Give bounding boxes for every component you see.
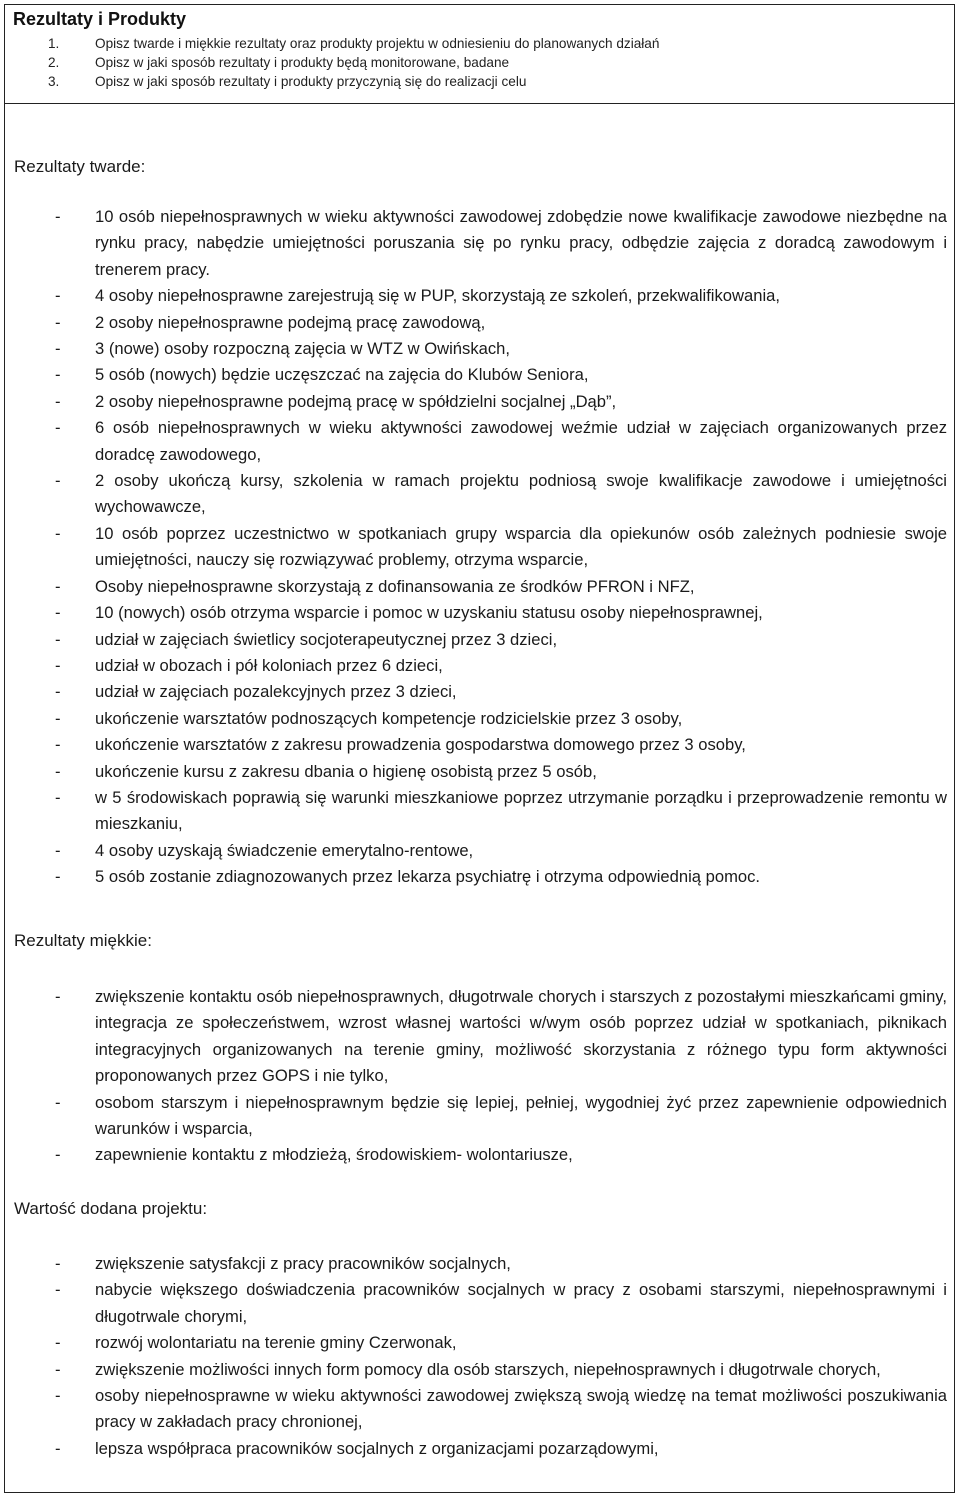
list-item <box>55 204 947 283</box>
soft-results-list <box>55 984 947 1169</box>
list-item-text: 3 (nowe) osoby rozpoczną zajęcia w WTZ w Owińskach, <box>95 339 510 359</box>
list-item-text: 5 osób zostanie zdiagnozowanych przez lekarza psychiatrę i otrzyma odpowiednią pomoc. <box>95 867 761 887</box>
list-item-text: 10 osób niepełnosprawnych w wieku aktywności zawodowej zdobędzie nowe kwalifikacje zawodowe niezbędne na rynku pracy, nabędzie umiejętności poruszania się po rynku pracy, odbędzie zajęcia z doradcą zawodowym i trenerem pracy. <box>95 207 947 279</box>
list-dash: - <box>55 1359 61 1379</box>
list-item <box>55 732 947 758</box>
list-dash: - <box>55 735 61 755</box>
list-item-text: ukończenie warsztatów z zakresu prowadzenia gospodarstwa domowego przez 3 osoby, <box>95 735 746 755</box>
hard-results-list <box>55 204 947 891</box>
list-dash: - <box>55 603 61 623</box>
list-item <box>55 310 947 336</box>
list-item <box>55 468 947 521</box>
list-item <box>55 1277 947 1330</box>
list-item <box>55 759 947 785</box>
list-item-text: osobom starszym i niepełnosprawnym będzie się lepiej, pełniej, wygodniej żyć przez zapewnienie odpowiednich warunków i wsparcia, <box>95 1092 947 1139</box>
list-item-text: 10 osób poprzez uczestnictwo w spotkaniach grupy wsparcia dla opiekunów osób zależnych podniesie swoje umiejętności, nauczy się rozwiązywać problemy, otrzyma wsparcie, <box>95 523 947 570</box>
list-item-text: ukończenie warsztatów podnoszących kompetencje rodzicielskie przez 3 osoby, <box>95 708 683 728</box>
list-item <box>55 389 947 415</box>
list-item-text: udział w obozach i pół koloniach przez 6 dzieci, <box>95 655 443 675</box>
list-item-text: nabycie większego doświadczenia pracowników socjalnych w pracy z osobami starszymi, niepełnosprawnymi i długotrwale chorymi, <box>95 1280 947 1326</box>
list-item <box>55 627 947 653</box>
list-dash: - <box>55 1386 61 1406</box>
list-item-text: 5 osób (nowych) będzie uczęszczać na zajęcia do Klubów Seniora, <box>95 365 589 385</box>
list-item-text: 4 osoby niepełnosprawne zarejestrują się w PUP, skorzystają ze szkoleń, przekwalifikowania, <box>95 286 780 306</box>
list-dash: - <box>55 987 61 1006</box>
list-dash: - <box>55 471 61 491</box>
list-item-text: w 5 środowiskach poprawią się warunki mieszkaniowe poprzez utrzymanie porządku i przeprowadzenie remontu w mieszkaniu, <box>95 787 947 834</box>
list-dash: - <box>55 523 61 543</box>
list-item <box>55 1357 947 1383</box>
soft-results-title: Rezultaty miękkie: <box>14 931 152 950</box>
list-dash: - <box>55 1333 61 1353</box>
list-item <box>55 415 947 468</box>
list-item <box>55 785 947 838</box>
list-dash: - <box>55 286 61 306</box>
list-dash: - <box>55 576 61 596</box>
list-item <box>55 1383 947 1436</box>
instruction-list <box>48 34 659 91</box>
list-item-text: 10 (nowych) osób otrzyma wsparcie i pomoc w uzyskaniu statusu osoby niepełnosprawnej, <box>95 603 763 623</box>
list-dash: - <box>55 840 61 860</box>
list-item-text: osoby niepełnosprawne w wieku aktywności zawodowej zwiększą swoją wiedzę na temat możliwości poszukiwania pracy w zakładach pracy chronionej, <box>95 1386 947 1432</box>
list-item-text: ukończenie kursu z zakresu dbania o higienę osobistą przez 5 osób, <box>95 761 597 781</box>
list-dash: - <box>55 1092 61 1112</box>
list-dash: - <box>55 207 61 226</box>
list-item-text: udział w zajęciach pozalekcyjnych przez 3 dzieci, <box>95 682 457 702</box>
list-item <box>55 653 947 679</box>
list-item-text: 4 osoby uzyskają świadczenie emerytalno-rentowe, <box>95 840 474 860</box>
list-dash: - <box>55 1145 61 1165</box>
list-dash: - <box>55 312 61 332</box>
list-dash: - <box>55 1438 61 1458</box>
list-item <box>55 283 947 309</box>
list-dash: - <box>55 708 61 728</box>
list-item <box>55 838 947 864</box>
list-dash: - <box>55 1280 61 1300</box>
instruction-item: 1. Opisz twarde i miękkie rezultaty oraz produkty projektu w odniesieniu do planowanych działań <box>48 36 660 51</box>
list-item <box>55 1436 947 1462</box>
list-dash: - <box>55 787 61 807</box>
list-item-text: 2 osoby ukończą kursy, szkolenia w ramach projektu podniosą swoje kwalifikacje zawodowe i umiejętności wychowawcze, <box>95 471 947 517</box>
list-item <box>55 362 947 388</box>
list-dash: - <box>55 418 61 438</box>
list-dash: - <box>55 867 61 887</box>
list-item <box>55 679 947 705</box>
list-item <box>55 1142 947 1168</box>
list-item <box>55 864 947 890</box>
list-dash: - <box>55 655 61 675</box>
list-item-text: 2 osoby niepełnosprawne podejmą pracę zawodową, <box>95 312 486 332</box>
list-item <box>55 600 947 626</box>
list-item-text: zwiększenie możliwości innych form pomocy dla osób starszych, niepełnosprawnych i długotrwale chorych, <box>95 1359 881 1379</box>
list-item-text: udział w zajęciach świetlicy socjoterapeutycznej przez 3 dzieci, <box>95 629 558 649</box>
list-item-text: rozwój wolontariatu na terenie gminy Czerwonak, <box>95 1333 457 1353</box>
list-dash: - <box>55 1254 61 1273</box>
list-dash: - <box>55 629 61 649</box>
list-item-text: zapewnienie kontaktu z młodzieżą, środowiskiem- wolontariusze, <box>95 1145 573 1165</box>
list-item <box>55 1330 947 1356</box>
document-title: Rezultaty i Produkty <box>13 9 187 29</box>
added-value-title: Wartość dodana projektu: <box>14 1199 208 1218</box>
list-item-text: zwiększenie kontaktu osób niepełnosprawnych, długotrwale chorych i starszych z pozostałymi mieszkańcami gminy, integracja ze społeczeństwem, wzrost własnej wartości w/wym osób poprzez udział w spotkaniach, piknikach integracyjnych organizowanych na terenie gminy, możliwość skorzystania z różnego typu form aktywności proponowanych przez GOPS i nie tylko, <box>95 987 947 1086</box>
list-item <box>55 336 947 362</box>
list-item-text: 2 osoby niepełnosprawne podejmą pracę w spółdzielni socjalnej „Dąb”, <box>95 391 617 411</box>
instruction-item: 2. Opisz w jaki sposób rezultaty i produkty będą monitorowane, badane <box>48 55 510 70</box>
list-item-text: Osoby niepełnosprawne skorzystają z dofinansowania ze środków PFRON i NFZ, <box>95 576 695 596</box>
list-item <box>55 984 947 1090</box>
hard-results-title: Rezultaty twarde: <box>14 157 146 176</box>
added-value-list <box>55 1251 947 1462</box>
list-dash: - <box>55 761 61 781</box>
list-item <box>55 1090 947 1143</box>
list-dash: - <box>55 339 61 359</box>
instruction-item: 3. Opisz w jaki sposób rezultaty i produkty przyczynią się do realizacji celu <box>48 74 527 89</box>
list-item <box>55 1251 947 1277</box>
list-item-text: 6 osób niepełnosprawnych w wieku aktywności zawodowej weźmie udział w zajęciach organizowanych przez doradcę zawodowego, <box>95 418 947 464</box>
list-dash: - <box>55 365 61 385</box>
list-item-text: lepsza współpraca pracowników socjalnych z organizacjami pozarządowymi, <box>95 1438 659 1458</box>
list-dash: - <box>55 682 61 702</box>
list-item-text: zwiększenie satysfakcji z pracy pracowników socjalnych, <box>95 1254 511 1273</box>
list-item <box>55 574 947 600</box>
list-dash: - <box>55 391 61 411</box>
list-item <box>55 521 947 574</box>
list-item <box>55 706 947 732</box>
